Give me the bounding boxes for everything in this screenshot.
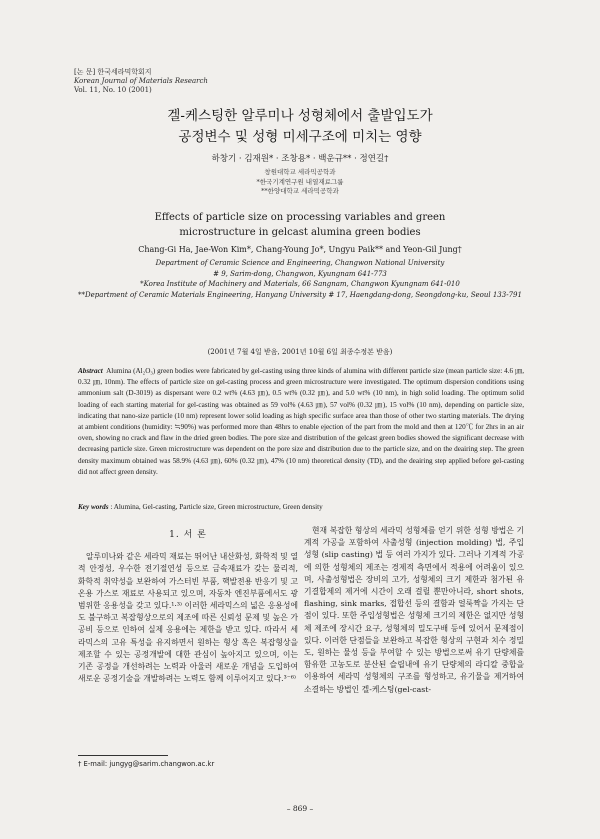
affiliation-ko: *한국기계연구원 내열재료그룹 [256,177,344,186]
journal-name-en: Korean Journal of Materials Research [74,77,208,85]
affiliations-korean [0,168,600,197]
page-number: – 869 – [286,804,314,813]
title-english-line-1: Effects of particle size on processing variables and green [154,212,446,223]
affiliation-ko: 창원대학교 세라믹공학과 [264,168,336,176]
affiliation-en: **Department of Ceramic Materials Engineering, Hanyang University # 17, Haengdang-dong, Seongdong-ku, Seoul 133-791 [78,290,522,299]
body-column-right [304,525,524,696]
abstract [78,366,524,478]
affiliation-en: *Korea Institute of Machinery and Materials, 66 Sangnam, Changwon Kyungnam 641-010 [140,280,460,288]
title-korean-line-2: 공정변수 및 성형 미세구조에 미치는 영향 [178,129,422,145]
affiliations-english [0,258,600,300]
body-paragraph: 현재 복잡한 형상의 세라믹 성형체를 얻기 위한 성형 방법은 기계적 가공을 포함하여 사출성형 (injection molding) 법, 주입성형 (slip casting) 법 등 여러 가지가 있다. 그러나 기계적 가공에 의한 성형체의 제조는 경제적 측면에서 적용에 어려움이 있으며, 사출성형법은 장비의 고가, 성형체의 크기 제한과 첨가된 유기결합제의 제거에 시간이 오래 걸릴 뿐만아니라, short shots, flashing, sink marks, 접합선 등의 결함과 얼룩짝을 가지는 단점이 있다. 또한 주입성형법은 성형체 크기의 제한은 없지만 성형체 제조에 장시간 요구, 성형체의 밀도구배 등에 있어서 문제점이 있다. 이러한 단점들을 보완하고 복잡한 형상의 구현과 치수 정밀도, 원하는 물성 등을 부여할 수 있는 방법으로써 유기 단량체를 함유한 고농도로 분산된 슬립내에 유기 단량체의 라디칼 중합을 이용하여 세라믹 성형체의 구조를 형성하고, 유기물을 제거하여 소결하는 방법인 겔-케스팅(gel-cast- [304,526,524,694]
abstract-label: Abstract [78,367,103,375]
abstract-text: Alumina (Al₂O₃) green bodies were fabricated by gel-casting using three kinds of alumina with different particle size (mean particle size: 4.6 ㎛, 0.32 ㎛, 10nm). The effects of particle size on gel-casting process and green microstructure were investigated. The optimum dispersion conditions using ammonium salt (D-3019) as dispersant were 0.2 wt% (4.63 ㎛), 0.5 wt% (0.32 ㎛), and 5.0 wt% (10 nm), in high solid loading. The optimum solid loading of each starting material for gel-casting was obtained as 59 vol% (4.63 ㎛), 57 vol% (0.32 ㎛), 15 vol% (10 nm), depending on particle size, indicating that nano-size particle (10 nm) represent lower solid loading as high specific surface area than those of other two starting materials. The drying at ambient conditions (humidity: ≒90%) was performed more than 48hrs to enable ejection of the part from the mold and then at 120℃ for 2hrs in an air oven, showing no crack and flaw in the dried green bodies. The pore size and distribution of the gelcast green bodies showed the significant decrease with decreasing particle size. Green microstructure was dependent on the pore size and distribution due to the particle size, and on the deairing step. The green density maximum obtained was 58.9% (4.63 ㎛), 60% (0.32 ㎛), 47% (10 nm) theoretical density (TD), and the deairing step applied before gel-casting did not affect green density. [78,367,525,476]
journal-volume: Vol. 11, No. 10 (2001) [74,86,152,94]
title-korean-line-1: 겔-케스팅한 알루미나 성형체에서 출발입도가 [167,108,433,124]
title-korean [0,106,600,148]
affiliation-en: Department of Ceramic Science and Engineering, Changwon National University [155,259,445,267]
body-column-left [78,525,298,685]
keywords-text: : Alumina, Gel-casting, Particle size, Green microstructure, Green density [110,503,323,511]
received-dates: (2001년 7월 4일 받음, 2001년 10월 6일 최종수정본 받음) [207,348,393,356]
title-english [0,210,600,240]
keywords [78,503,524,511]
keywords-label: Key words [78,503,109,511]
authors-english: Chang-Gi Ha, Jae-Won Kim*, Chang-Young Jo*, Ungyu Paik** and Yeon-Gil Jung† [138,245,462,254]
journal-name-ko: [논 문] 한국세라믹학회지 [74,68,152,76]
section-heading: 1. 서 론 [169,530,207,540]
body-paragraph: 알루미나와 같은 세라믹 재료는 뛰어난 내산화성, 화학적 및 열적 안정성, 우수한 전기절연성 등으로 금속재료가 갖는 물리적, 화학적 취약성을 보완하여 가스터빈 부품, 핵발전용 반응기 및 고온용 가스로 재료로 사용되고 있으며, 자동차 엔진부품에서도 광범위한 응용성을 갖고 있다.¹·³⁾ 이러한 세라믹스의 넓은 응용성에도 불구하고 복잡형상으로의 제조에 따른 신뢰성 문제 및 높은 가공비 등으로 인하여 실제 응용에는 제한을 받고 있다. 따라서 세라믹스의 고유 특성을 유지하면서 원하는 형상 혹은 복잡형상을 제조할 수 있는 공정개발에 대한 관심이 높아지고 있으며, 이는 기존 공정을 개선하려는 노력과 아울러 새로운 개념을 도입하여 새로운 공정기술을 개발하려는 노력도 함께 이루어지고 있다.³⁻⁶⁾ [78,552,298,684]
footnote-divider [78,755,168,756]
title-english-line-2: microstructure in gelcast alumina green bodies [179,227,421,238]
authors-korean: 하창기 · 김재원* · 조창용* · 백운규** · 정연길† [211,154,389,164]
journal-header [74,68,208,95]
affiliation-ko: **한양대학교 세라믹공학과 [261,187,339,195]
footnote-email: † E-mail: jungyg@sarim.changwon.ac.kr [78,760,215,768]
affiliation-en: # 9, Sarim-dong, Changwon, Kyungnam 641-773 [213,269,387,278]
